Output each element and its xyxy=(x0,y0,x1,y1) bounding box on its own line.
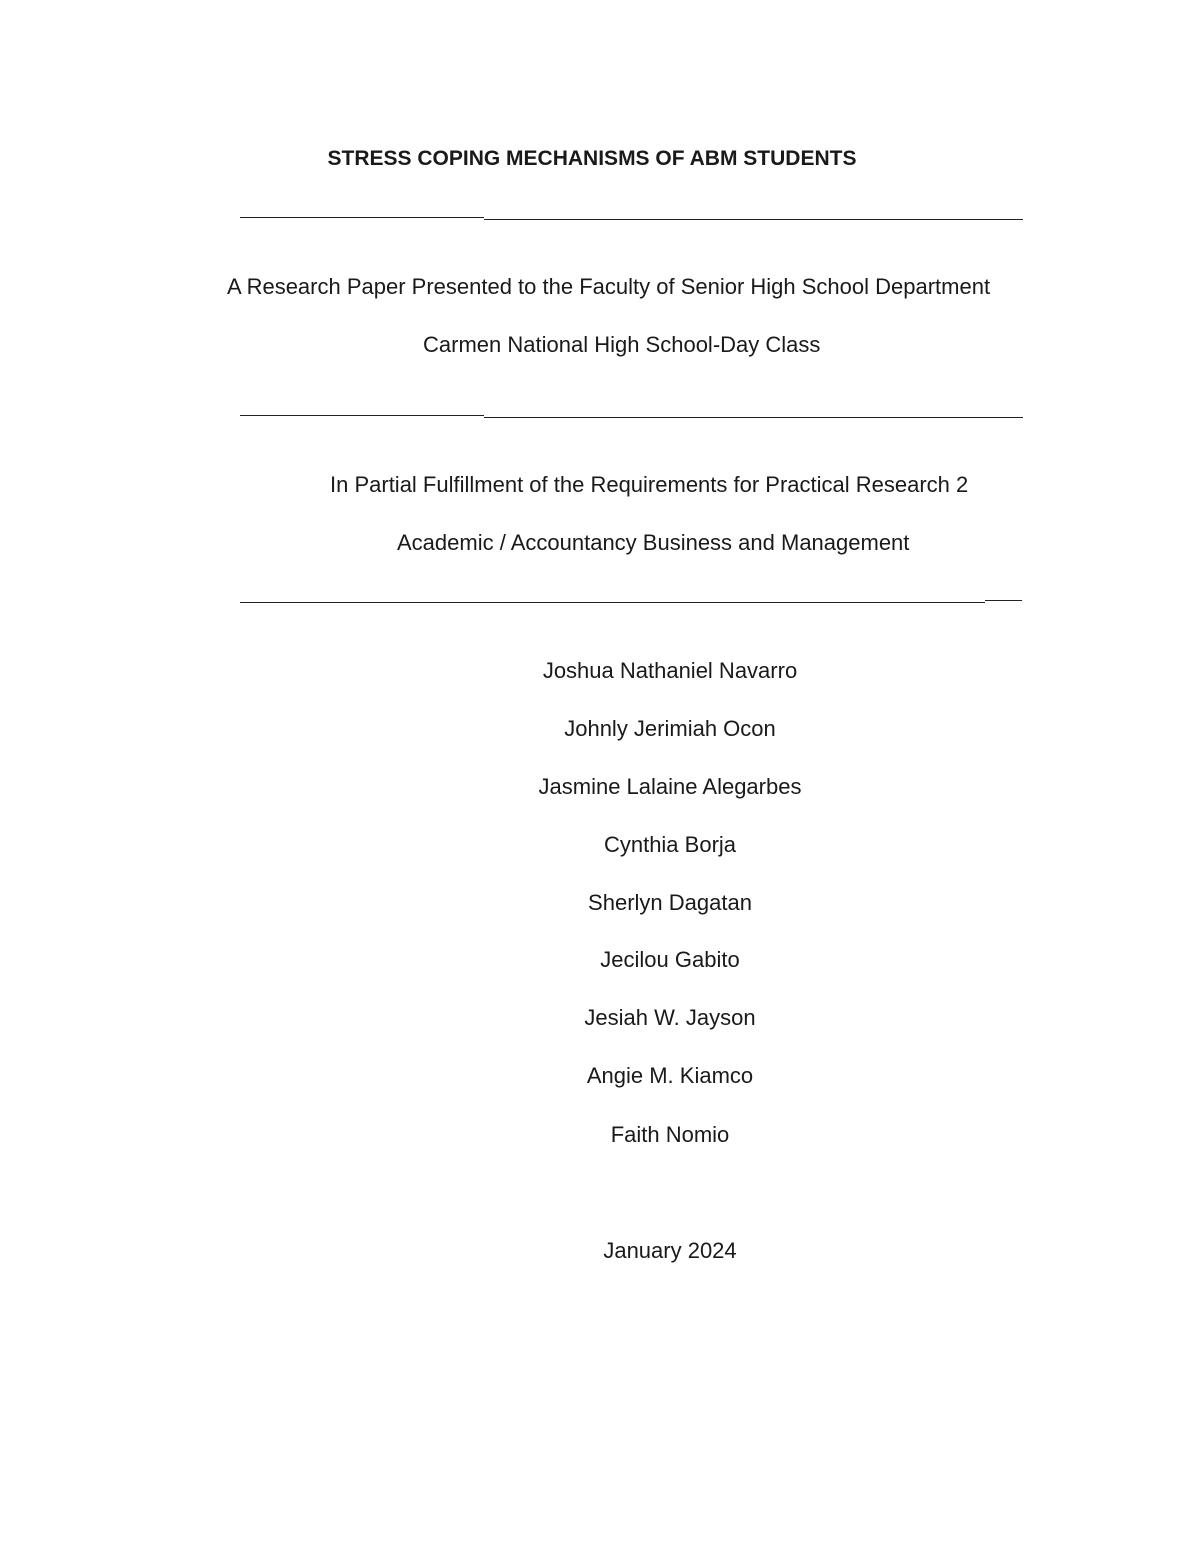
author-name: Cynthia Borja xyxy=(603,832,737,857)
divider-rule xyxy=(484,417,1023,418)
divider-rule xyxy=(240,415,484,416)
author-name: Angie M. Kiamco xyxy=(586,1063,754,1088)
author-name: Joshua Nathaniel Navarro xyxy=(542,658,798,683)
author-name: Faith Nomio xyxy=(610,1122,730,1147)
school-line: Carmen National High School-Day Class xyxy=(423,332,821,357)
divider-rule xyxy=(985,600,1022,601)
author-name: Jasmine Lalaine Alegarbes xyxy=(538,774,802,799)
divider-rule xyxy=(240,602,985,603)
author-name: Johnly Jerimiah Ocon xyxy=(564,716,776,741)
fulfillment-line: In Partial Fulfillment of the Requirements for Practical Research 2 xyxy=(330,472,969,497)
author-name: Jecilou Gabito xyxy=(600,947,740,972)
document-title: STRESS COPING MECHANISMS OF ABM STUDENTS xyxy=(327,147,857,170)
document-date: January 2024 xyxy=(603,1238,737,1263)
author-name: Sherlyn Dagatan xyxy=(588,890,752,915)
divider-rule xyxy=(484,219,1023,220)
strand-line: Academic / Accountancy Business and Management xyxy=(397,530,910,555)
divider-rule xyxy=(240,217,484,218)
presented-to-line: A Research Paper Presented to the Faculty of Senior High School Department xyxy=(227,274,991,299)
author-name: Jesiah W. Jayson xyxy=(584,1005,756,1030)
